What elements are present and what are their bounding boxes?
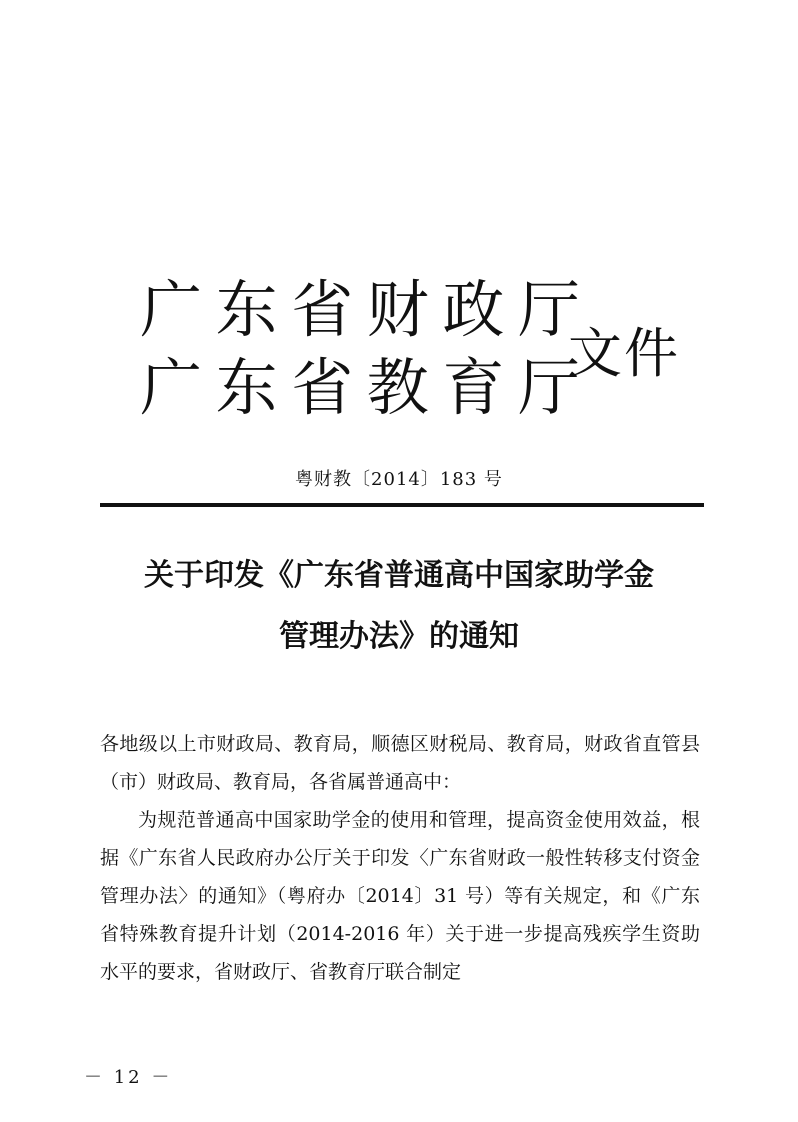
document-number: 粤财教〔2014〕183 号: [295, 469, 503, 490]
issuer-char: 广: [140, 273, 203, 346]
document-title-line-2: 管理办法》的通知: [279, 619, 519, 654]
issuer-char: 育: [442, 351, 505, 424]
issuing-agencies: [140, 275, 580, 431]
issuer-char: 财: [366, 273, 429, 346]
page-number: － 12 －: [84, 1067, 173, 1088]
issuer-char: 省: [291, 351, 354, 424]
header-divider: [100, 503, 704, 507]
issuer-char: 东: [215, 351, 278, 424]
issuer-education-department: [140, 353, 580, 423]
issuer-char: 广: [140, 351, 203, 424]
issuer-char: 厅: [517, 351, 580, 424]
issuer-char: 政: [442, 273, 505, 346]
body-paragraph-recipients: 各地级以上市财政局、教育局，顺德区财税局、教育局，财政省直管县（市）财政局、教育局，各省属普通高中：: [100, 733, 700, 793]
issuer-char: 东: [215, 273, 278, 346]
body-paragraph-main: 为规范普通高中国家助学金的使用和管理，提高资金使用效益，根据《广东省人民政府办公厅关于印发〈广东省财政一般性转移支付资金管理办法〉的通知》（粤府办〔2014〕31 号）等有关规定，和《广东省特殊教育提升计划（2014-2016 年）关于进一步提高残疾学生资助水平的要求，省财政厅、省教育厅联合制定: [100, 809, 700, 983]
issuer-char: 厅: [517, 273, 580, 346]
issuer-char: 教: [366, 351, 429, 424]
issuer-char: 省: [291, 273, 354, 346]
issuer-finance-department: [140, 275, 580, 345]
document-body: [100, 725, 700, 991]
document-suffix: 文件: [568, 322, 680, 385]
document-title-line-1: 关于印发《广东省普通高中国家助学金: [144, 558, 654, 593]
